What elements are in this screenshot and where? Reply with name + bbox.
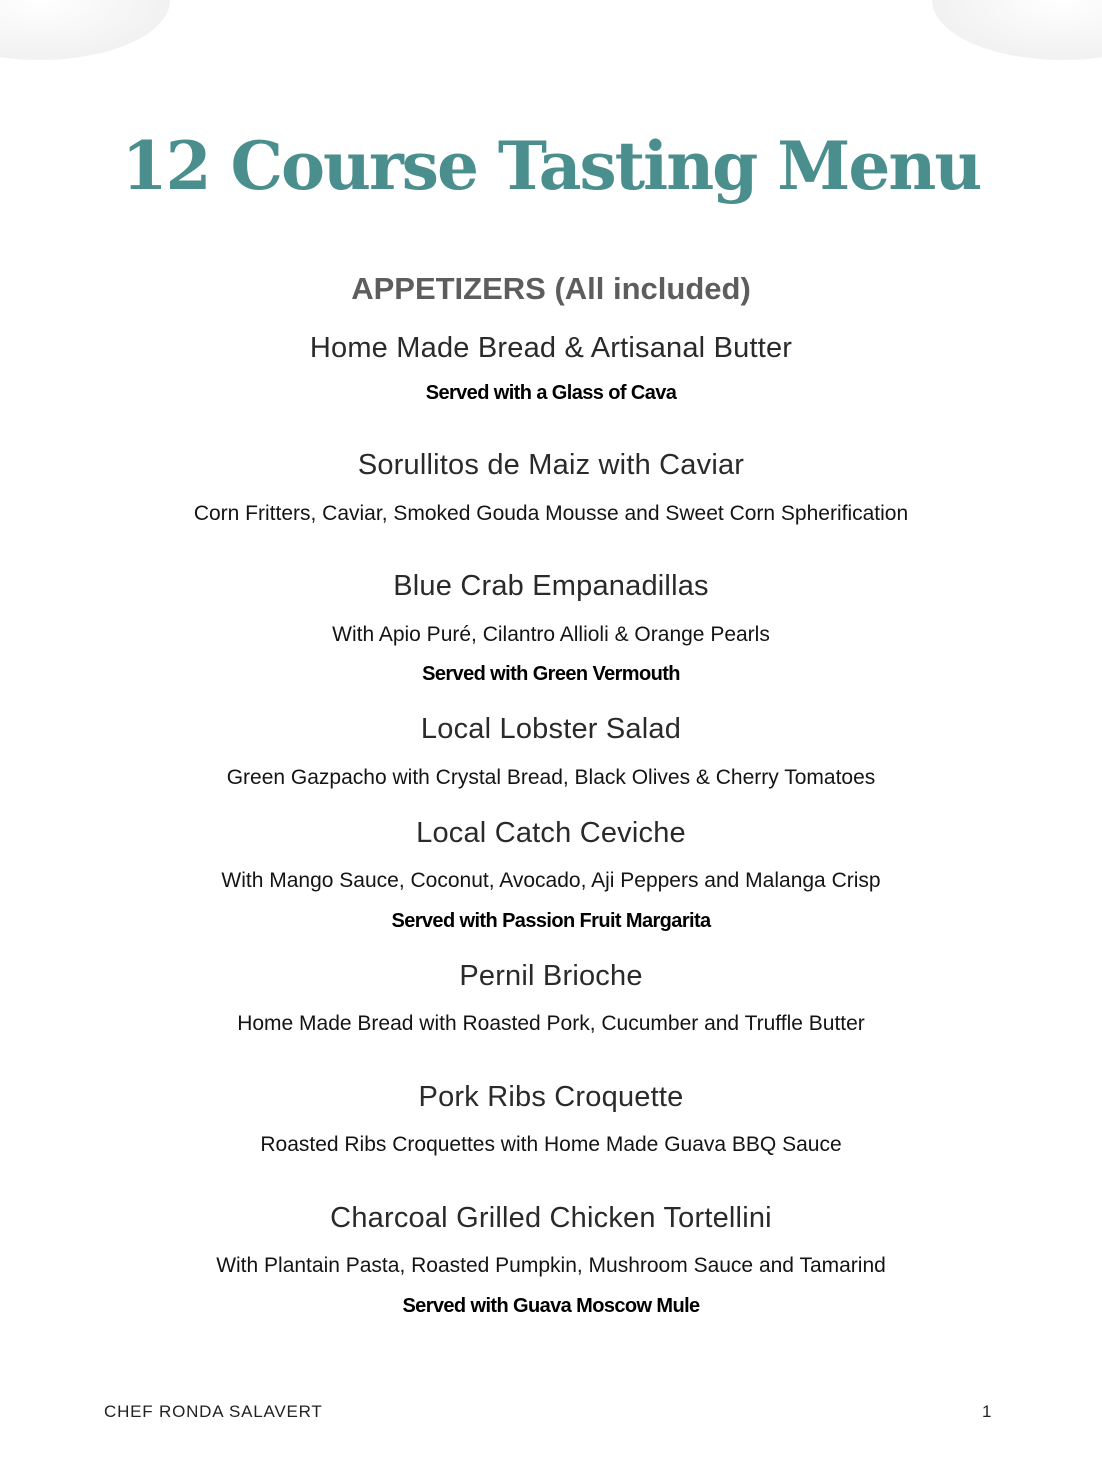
course-1-name: Home Made Bread & Artisanal Butter: [309, 332, 793, 364]
course-6-name: Pernil Brioche: [459, 960, 643, 992]
course-2-description: Corn Fritters, Caviar, Smoked Gouda Mousse and Sweet Corn Spherification: [193, 502, 909, 525]
course-2-name: Sorullitos de Maiz with Caviar: [357, 449, 745, 481]
course-1-pairing: Served with a Glass of Cava: [425, 382, 677, 404]
course-5-pairing: Served with Passion Fruit Margarita: [391, 910, 711, 932]
page-number: 1: [982, 1402, 992, 1421]
course-3-name: Blue Crab Empanadillas: [393, 570, 709, 602]
course-8-name: Charcoal Grilled Chicken Tortellini: [330, 1202, 772, 1234]
footer-chef-name: CHEF RONDA SALAVERT: [104, 1402, 323, 1421]
page-corner-shadow-right: [932, 0, 1102, 60]
course-5-description: With Mango Sauce, Coconut, Avocado, Aji Peppers and Malanga Crisp: [221, 869, 881, 892]
section-heading: APPETIZERS (All included): [351, 271, 751, 306]
page-corner-shadow-left: [0, 0, 170, 60]
course-4-name: Local Lobster Salad: [420, 713, 682, 745]
course-8-pairing: Served with Guava Moscow Mule: [402, 1295, 700, 1317]
course-3-pairing: Served with Green Vermouth: [422, 663, 680, 685]
course-8-description: With Plantain Pasta, Roasted Pumpkin, Mushroom Sauce and Tamarind: [216, 1254, 886, 1277]
course-4-description: Green Gazpacho with Crystal Bread, Black Olives & Cherry Tomatoes: [226, 766, 876, 789]
course-6-description: Home Made Bread with Roasted Pork, Cucumber and Truffle Butter: [237, 1012, 865, 1035]
course-3-description: With Apio Puré, Cilantro Allioli & Orange Pearls: [332, 623, 770, 646]
course-7-description: Roasted Ribs Croquettes with Home Made Guava BBQ Sauce: [260, 1133, 842, 1156]
menu-title: 12 Course Tasting Menu: [121, 127, 981, 205]
course-5-name: Local Catch Ceviche: [416, 817, 686, 849]
course-7-name: Pork Ribs Croquette: [418, 1081, 684, 1113]
